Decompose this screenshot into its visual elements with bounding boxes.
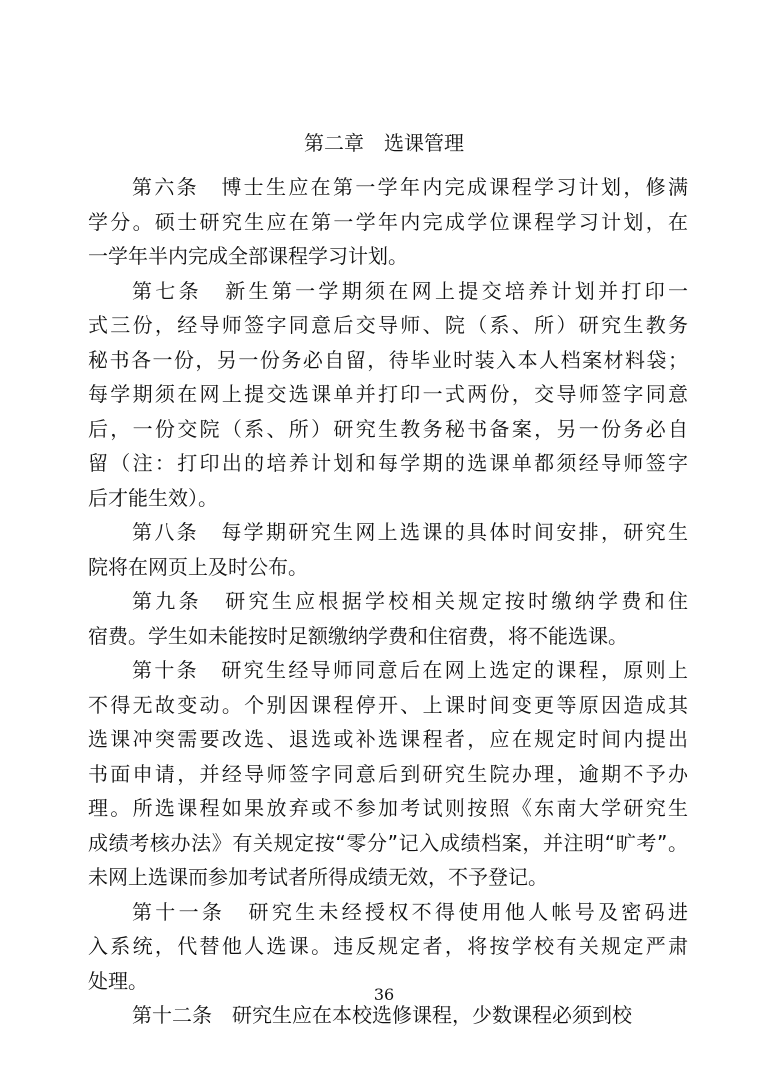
article-7-line-7: 后才能生效）。 bbox=[88, 485, 218, 510]
body-text bbox=[88, 170, 688, 1033]
article-7-line-6: 留（注：打印出的培养计划和每学期的选课单都须经导师签字 bbox=[88, 451, 688, 475]
article-7-line-1: 第七条 新生第一学期须在网上提交培养计划并打印一 bbox=[132, 278, 688, 303]
article-10-line-7: 未网上选课而参加考试者所得成绩无效，不予登记。 bbox=[88, 865, 548, 889]
page-number: 36 bbox=[373, 985, 395, 1004]
article-9-line-2: 宿费。学生如未能按时足额缴纳学费和住宿费，将不能选课。 bbox=[88, 623, 628, 648]
article-10-line-3: 选课冲突需要改选、退选或补选课程者，应在规定时间内提出 bbox=[88, 727, 688, 751]
article-10-line-4: 书面申请，并经导师签字同意后到研究生院办理，逾期不予办 bbox=[88, 761, 688, 786]
article-7-line-5: 后，一份交院（系、所）研究生教务秘书备案，另一份务必自 bbox=[88, 416, 688, 441]
article-8-line-1: 第八条 每学期研究生网上选课的具体时间安排，研究生 bbox=[132, 520, 688, 544]
chapter-title: 第二章 选课管理 bbox=[304, 131, 464, 155]
article-6-line-3: 一学年半内完成全部课程学习计划。 bbox=[88, 244, 408, 268]
article-11-line-1: 第十一条 研究生未经授权不得使用他人帐号及密码进 bbox=[132, 899, 688, 924]
article-11-line-2: 入系统，代替他人选课。违反规定者，将按学校有关规定严肃 bbox=[88, 934, 688, 958]
article-6-line-2: 学分。硕士研究生应在第一学年内完成学位课程学习计划，在 bbox=[88, 209, 688, 234]
article-8-line-2: 院将在网页上及时公布。 bbox=[88, 554, 308, 579]
article-10-line-1: 第十条 研究生经导师同意后在网上选定的课程，原则上 bbox=[132, 658, 688, 682]
article-11-line-3: 处理。 bbox=[88, 968, 148, 993]
article-7-line-3: 秘书各一份，另一份务必自留，待毕业时装入本人档案材料袋； bbox=[88, 347, 688, 372]
article-12-line-1: 第十二条 研究生应在本校选修课程，少数课程必须到校 bbox=[132, 1003, 632, 1027]
article-9-line-1: 第九条 研究生应根据学校相关规定按时缴纳学费和住 bbox=[132, 589, 688, 613]
article-10-line-2: 不得无故变动。个别因课程停开、上课时间变更等原因造成其 bbox=[88, 692, 688, 717]
article-7-line-4: 每学期须在网上提交选课单并打印一式两份，交导师签字同意 bbox=[88, 382, 688, 406]
article-6-line-1: 第六条 博士生应在第一学年内完成课程学习计划，修满 bbox=[132, 175, 688, 199]
article-10-line-5: 理。所选课程如果放弃或不参加考试则按照《东南大学研究生 bbox=[88, 796, 688, 820]
article-10-line-6: 成绩考核办法》有关规定按“零分”记入成绩档案，并注明“旷考”。 bbox=[88, 830, 688, 855]
article-7-line-2: 式三份，经导师签字同意后交导师、院（系、所）研究生教务 bbox=[88, 313, 688, 337]
